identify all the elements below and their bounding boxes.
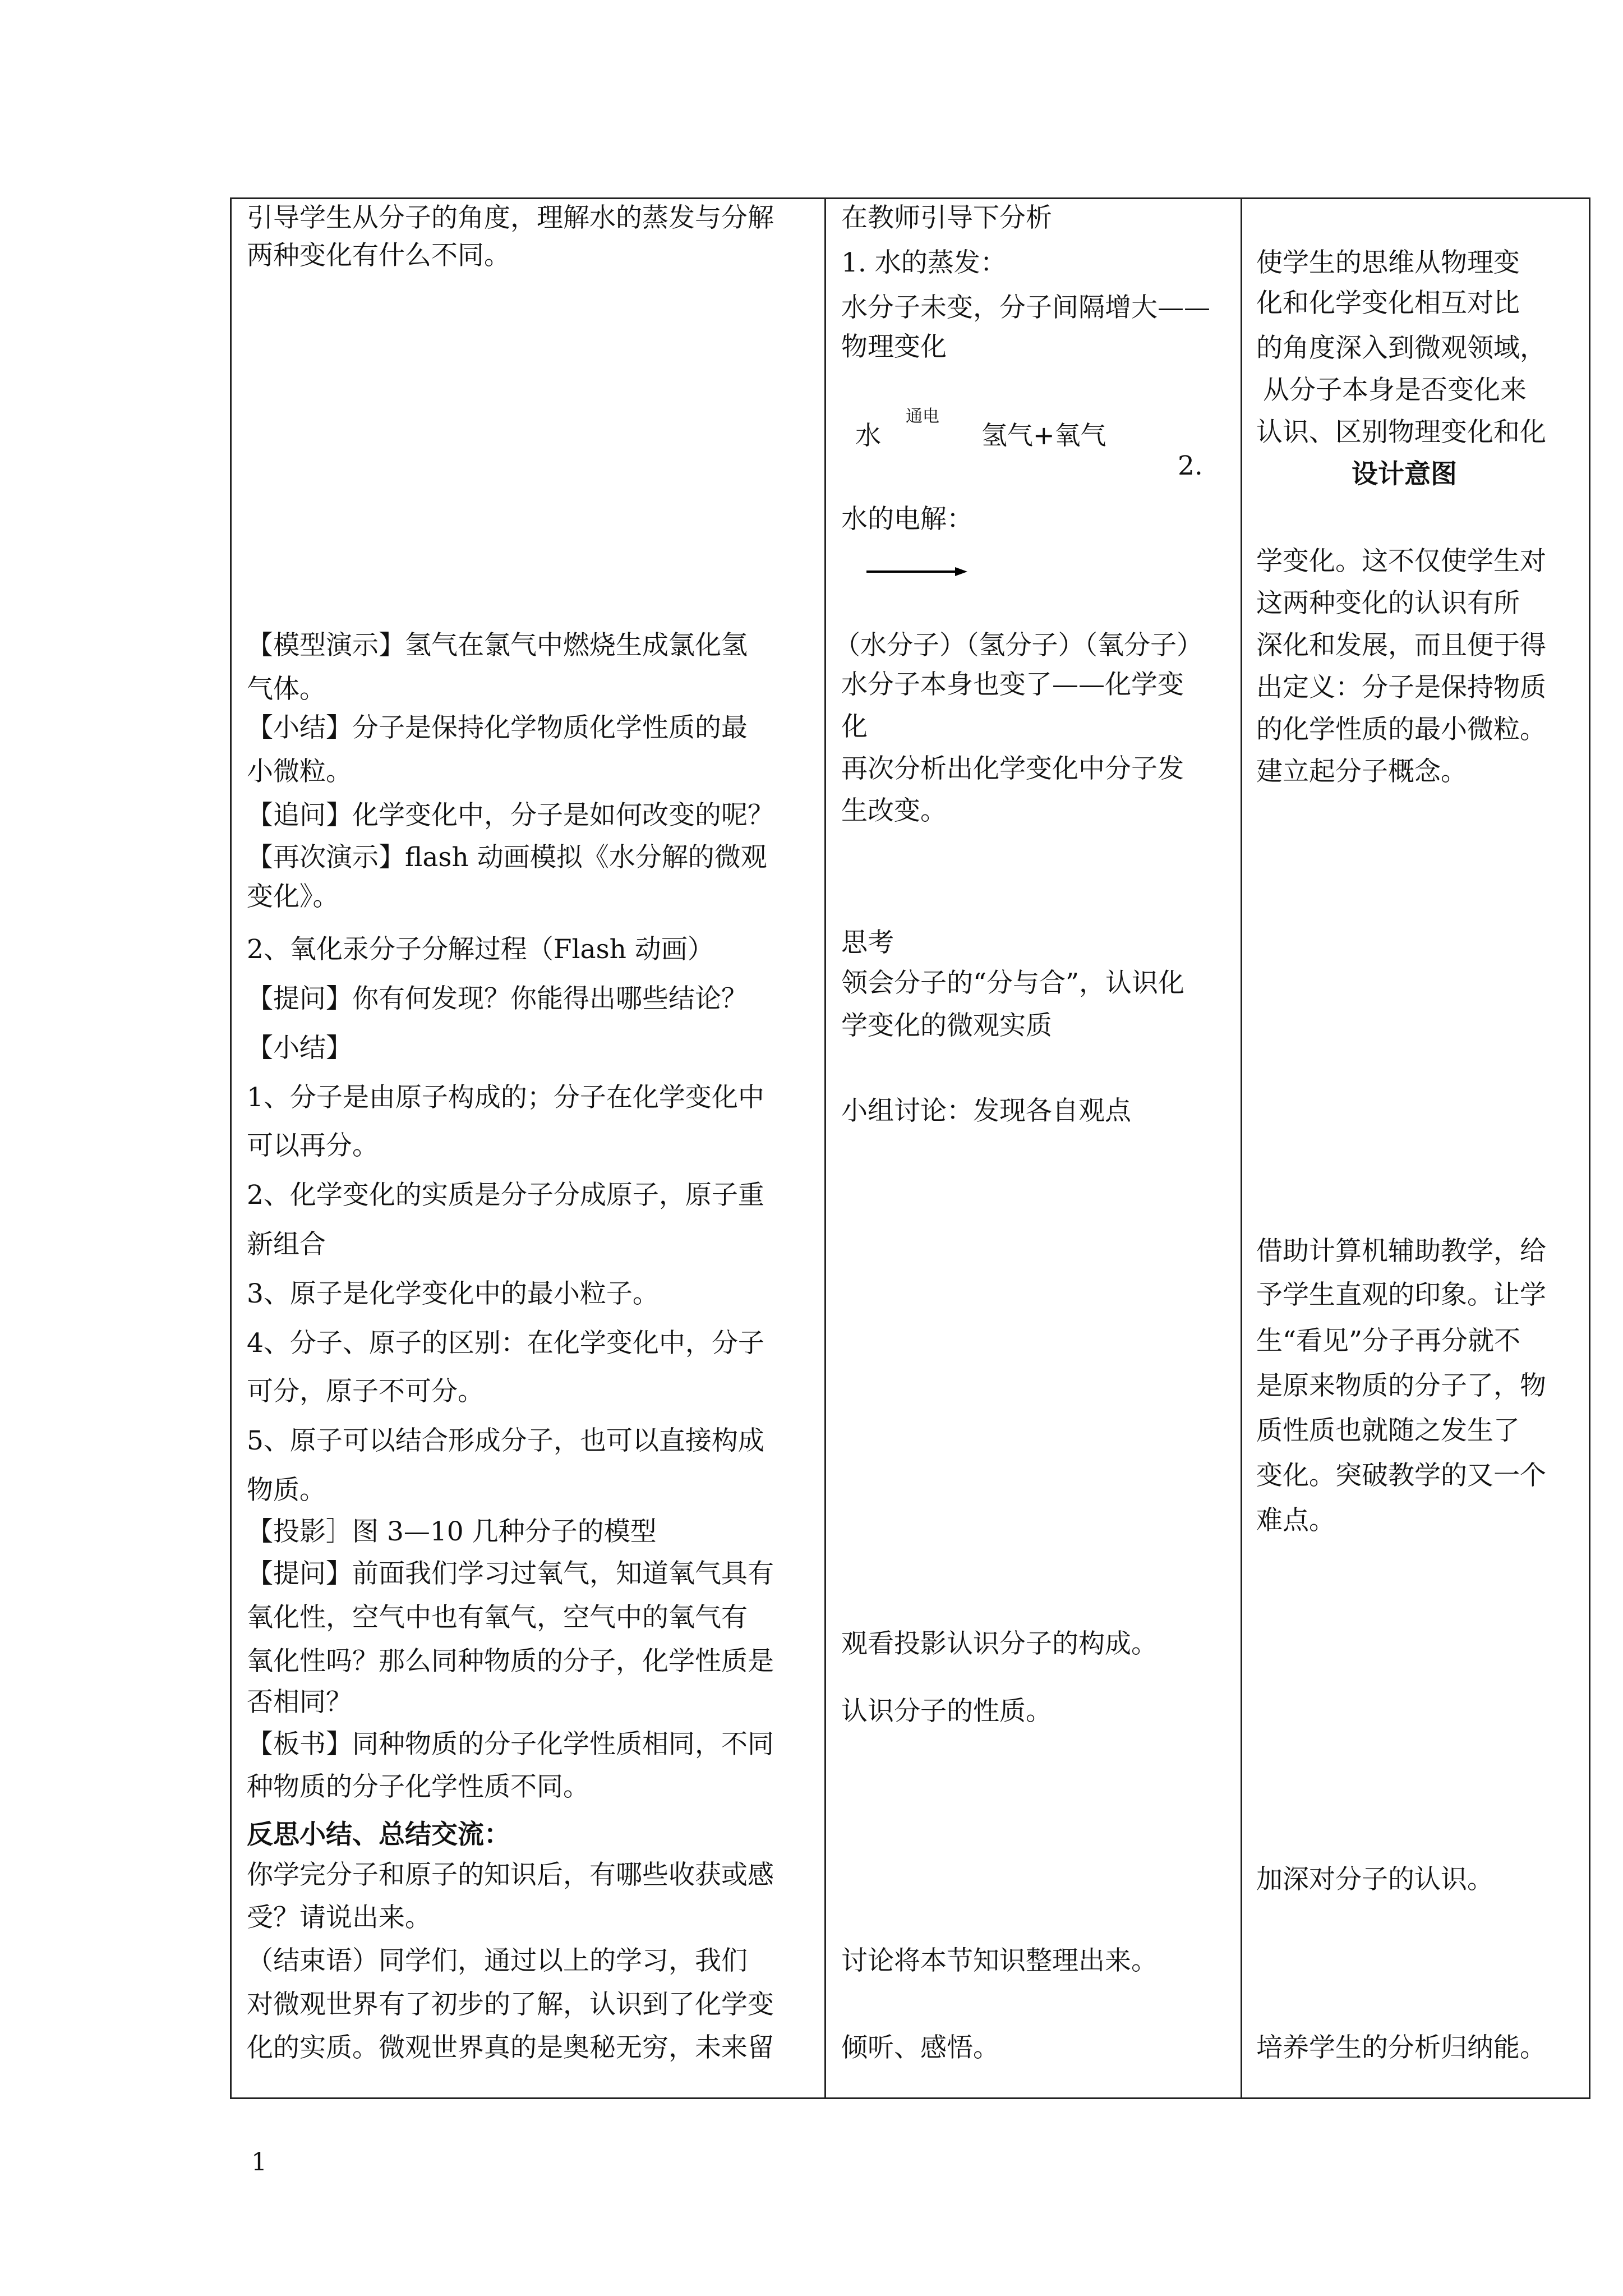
- text-line: 气体。: [247, 674, 326, 705]
- text-line: 加深对分子的认识。: [1256, 1864, 1493, 1895]
- text-line: 变化》。: [247, 881, 339, 912]
- text-line: 观看投影认识分子的构成。: [841, 1628, 1158, 1659]
- text-line: 学变化。这不仅使学生对: [1256, 546, 1546, 577]
- text-line: 1. 水的蒸发：: [841, 247, 1007, 278]
- text-line: 5、原子可以结合形成分子，也可以直接构成: [247, 1425, 764, 1456]
- text-line: （结束语）同学们，通过以上的学习，我们: [247, 1945, 748, 1976]
- text-line: 1、分子是由原子构成的；分子在化学变化中: [247, 1082, 764, 1113]
- text-line: （水分子）（氢分子）（氧分子）: [834, 630, 1203, 661]
- text-line: 【追问】化学变化中，分子是如何改变的呢？: [247, 800, 774, 831]
- text-line: 思考: [841, 927, 894, 958]
- text-line: 化的实质。微观世界真的是奥秘无穷，未来留: [247, 2032, 774, 2063]
- text-line: 讨论将本节知识整理出来。: [841, 1945, 1158, 1976]
- text-line: 氧化性吗？那么同种物质的分子，化学性质是: [247, 1646, 774, 1677]
- text-line: 培养学生的分析归纳能。: [1256, 2032, 1546, 2063]
- text-line: 小组讨论：发现各自观点: [841, 1096, 1131, 1126]
- text-line: 从分子本身是否变化来: [1263, 375, 1527, 406]
- text-line: 再次分析出化学变化中分子发: [841, 753, 1184, 784]
- text-line: 【提问】你有何发现？你能得出哪些结论？: [247, 983, 748, 1014]
- text-line: 【模型演示】氢气在氯气中燃烧生成氯化氢: [247, 630, 748, 661]
- text-line: 水分子本身也变了——化学变: [841, 669, 1184, 700]
- text-line: 受？请说出来。: [247, 1902, 431, 1933]
- column-divider-2: [1241, 197, 1242, 2099]
- text-line: 认识分子的性质。: [841, 1696, 1052, 1727]
- section-heading: 反思小结、总结交流：: [247, 1819, 510, 1850]
- equation-reactant: 水: [855, 420, 881, 450]
- text-line: 2、氧化汞分子分解过程（Flash 动画）: [247, 934, 714, 965]
- text-line: 3、原子是化学变化中的最小粒子。: [247, 1278, 659, 1309]
- text-line: 借助计算机辅助教学，给: [1256, 1236, 1546, 1267]
- text-line: 引导学生从分子的角度，理解水的蒸发与分解: [247, 203, 774, 233]
- column-divider-1: [824, 197, 826, 2099]
- text-line: 水分子未变，分子间隔增大——: [841, 292, 1210, 323]
- text-line: 氧化性，空气中也有氧气，空气中的氧气有: [247, 1602, 748, 1633]
- text-line: 【提问】前面我们学习过氧气，知道氧气具有: [247, 1558, 774, 1589]
- text-line: 在教师引导下分析: [841, 203, 1052, 233]
- text-line: 你学完分子和原子的知识后，有哪些收获或感: [247, 1860, 774, 1890]
- text-line: 小微粒。: [247, 756, 352, 787]
- section-heading: 设计意图: [1352, 459, 1457, 490]
- text-line: 物质。: [247, 1475, 326, 1506]
- text-line: 两种变化有什么不同。: [247, 240, 510, 271]
- text-line: 种物质的分子化学性质不同。: [247, 1772, 589, 1802]
- text-line: 变化。突破教学的又一个: [1256, 1460, 1546, 1491]
- text-line: 新组合: [247, 1229, 326, 1260]
- text-line: 【再次演示】flash 动画模拟《水分解的微观: [247, 842, 767, 873]
- text-line: 使学生的思维从物理变: [1256, 247, 1520, 278]
- equation-products: 氢气+氧气: [981, 420, 1106, 450]
- text-line: 【小结】分子是保持化学物质化学性质的最: [247, 712, 748, 743]
- text-line: 可以再分。: [247, 1130, 379, 1161]
- text-line: 【小结】: [247, 1033, 352, 1064]
- text-line: 是原来物质的分子了，物: [1256, 1370, 1546, 1401]
- text-line: 倾听、感悟。: [841, 2032, 999, 2063]
- text-line: 深化和发展，而且便于得: [1256, 630, 1546, 661]
- text-line: 予学生直观的印象。让学: [1256, 1280, 1546, 1310]
- text-line: 的角度深入到微观领域，: [1256, 333, 1546, 364]
- text-line: 的化学性质的最小微粒。: [1256, 714, 1546, 745]
- text-line: 化: [841, 711, 868, 742]
- text-line: 领会分子的“分与合”，认识化: [841, 968, 1185, 999]
- reaction-arrow-icon: [866, 567, 967, 577]
- text-line: 2.: [1178, 450, 1203, 481]
- text-line: 质性质也就随之发生了: [1256, 1415, 1520, 1446]
- text-line: 2、化学变化的实质是分子分成原子，原子重: [247, 1180, 764, 1211]
- text-line: 化和化学变化相互对比: [1256, 288, 1520, 319]
- text-line: 学变化的微观实质: [841, 1010, 1052, 1041]
- text-line: 认识、区别物理变化和化: [1256, 417, 1546, 448]
- text-line: 物理变化: [841, 332, 947, 362]
- text-line: 这两种变化的认识有所: [1256, 588, 1520, 619]
- text-line: 生“看见”分子再分就不: [1256, 1326, 1521, 1356]
- equation-condition: 通电: [906, 407, 939, 426]
- text-line: 出定义：分子是保持物质: [1256, 672, 1546, 703]
- text-line: 生改变。: [841, 795, 947, 826]
- text-line: 否相同？: [247, 1687, 352, 1718]
- text-line: 【板书】同种物质的分子化学性质相同，不同: [247, 1729, 774, 1760]
- text-line: 4、分子、原子的区别：在化学变化中，分子: [247, 1328, 764, 1359]
- page-number: 1: [251, 2148, 267, 2177]
- text-line: 建立起分子概念。: [1256, 756, 1467, 787]
- text-line: 对微观世界有了初步的了解，认识到了化学变: [247, 1989, 774, 2020]
- text-line: 水的电解：: [841, 504, 973, 535]
- text-line: 【投影］图 3—10 几种分子的模型: [247, 1516, 657, 1547]
- text-line: 可分，原子不可分。: [247, 1376, 484, 1407]
- text-line: 难点。: [1256, 1505, 1335, 1536]
